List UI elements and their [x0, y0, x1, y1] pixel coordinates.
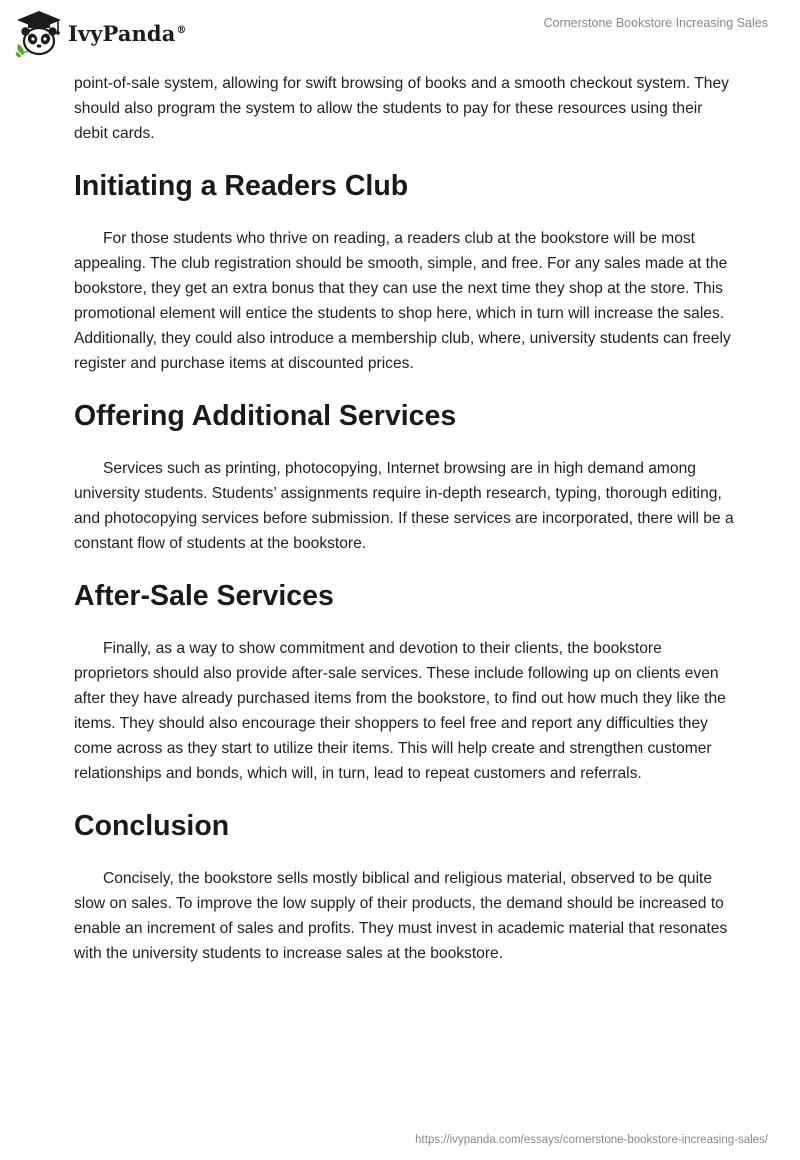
section-heading-conclusion: Conclusion [74, 810, 230, 842]
brand-name [68, 21, 187, 46]
section-body-conclusion: Concisely, the bookstore sells mostly biblical and religious material, observed to be quite slow on sales. To improve the low supply of their products, the demand should be increased to enable an increment of sales and profits. They must invest in academic material that resonates with the university students to increase sales at the bookstore. [74, 870, 728, 962]
section-body-additional-services: Services such as printing, photocopying, Internet browsing are in high demand among university students. Students’ assignments require in-depth research, typing, thorough editing, and photocopying services before submission. If these services are incorporated, there will be a constant flow of students at the bookstore. [74, 460, 734, 552]
section-heading-additional-services: Offering Additional Services [74, 400, 457, 432]
source-url[interactable]: https://ivypanda.com/essays/cornerstone-bookstore-increasing-sales/ [415, 1134, 768, 1146]
ivypanda-logo[interactable] [14, 8, 187, 58]
document-title: Cornerstone Bookstore Increasing Sales [543, 16, 768, 30]
section-body-after-sale: Finally, as a way to show commitment and devotion to their clients, the bookstore proprietors should also provide after-sale services. These include following up on clients even after they have already purchased items from the bookstore, to find out how much they like the items. They should also encourage their shoppers to feel free and report any difficulties they come across as they start to utilize their items. This will help create and strengthen customer relationships and bonds, which will, in turn, lead to repeat customers and referrals. [74, 640, 726, 782]
section-heading-after-sale: After-Sale Services [74, 580, 334, 612]
section-heading-readers-club: Initiating a Readers Club [74, 170, 409, 202]
section-body-readers-club: For those students who thrive on reading, a readers club at the bookstore will be most appealing. The club registration should be smooth, simple, and free. For any sales made at the bookstore, they get an extra bonus that they can use the next time they shop at the store. This promotional element will entice the students to shop here, which in turn will increase the sales. Additionally, they could also introduce a membership club, where, university students can freely register and purchase items at discounted prices. [74, 230, 731, 372]
panda-graduate-icon [14, 8, 64, 58]
registered-mark: ® [176, 24, 187, 36]
brand-name-text: IvyPanda [68, 20, 176, 46]
page-header [0, 0, 800, 70]
intro-paragraph: point-of-sale system, allowing for swift browsing of books and a smooth checkout system. They should also program the system to allow the students to pay for these resources using their debit cards. [74, 75, 729, 142]
article-body [74, 71, 734, 966]
